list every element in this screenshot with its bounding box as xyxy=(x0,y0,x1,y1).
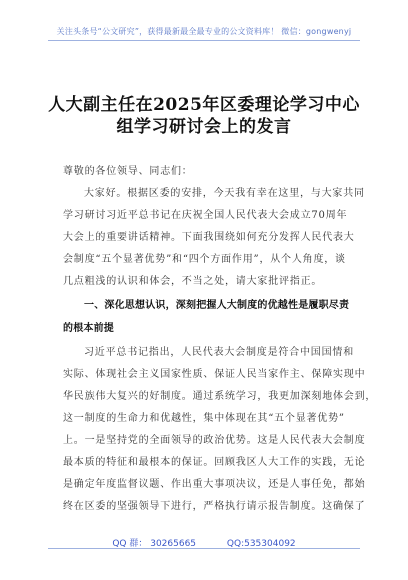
paragraph-line: 实际、体现社会主义国家性质、保证人民当家作主、保障实现中 xyxy=(63,369,366,380)
paragraph-line: 上。一是坚持党的全面领导的政治优势。这是人民代表大会制度 xyxy=(63,435,366,446)
paragraph-line: 习近平总书记指出，人民代表大会制度是符合中国国情和 xyxy=(84,347,354,358)
footer-qq-group: QQ 群： 30265665 xyxy=(112,539,197,549)
paragraph-line: 是确定年度监督议题、作出重大事项决议，还是人事任免，都始 xyxy=(63,479,366,490)
section-heading: 的根本前提 xyxy=(63,323,114,334)
paragraph-line: 这一制度的生命力和优越性，集中体现在其“五个显著优势” xyxy=(63,413,345,424)
paragraph-line: 学习研讨习近平总书记在庆祝全国人民代表大会成立70周年 xyxy=(63,210,348,221)
header-divider xyxy=(48,40,360,41)
greeting: 尊敬的各位领导、同志们： xyxy=(63,166,193,177)
header-note: 关注头条号“公文研究”，获得最新最全最专业的公文资料库！ 微信：gongwenyj xyxy=(56,27,352,36)
document-title-line-1: 人大副主任在2025年区委理论学习中心 xyxy=(48,95,360,115)
document-title-line-2: 组学习研讨会上的发言 xyxy=(116,117,292,137)
paragraph-line: 几点粗浅的认识和体会，不当之处，请大家批评指正。 xyxy=(63,276,323,287)
paragraph-line: 会制度“五个显著优势”和“四个方面作用”，从个人角度，谈 xyxy=(63,254,346,265)
footer-divider xyxy=(48,548,360,549)
section-heading: 一、深化思想认识，深刻把握人大制度的优越性是履职尽责 xyxy=(84,300,350,311)
paragraph-line: 终在区委的坚强领导下进行，严格执行请示报告制度。这确保了 xyxy=(63,501,366,512)
paragraph-line: 最本质的特征和最根本的保证。回顾我区人大工作的实践，无论 xyxy=(63,457,366,468)
paragraph-line: 大会上的重要讲话精神。下面我围绕如何充分发挥人民代表大 xyxy=(63,232,355,243)
paragraph-line: 大家好。根据区委的安排，今天我有幸在这里，与大家共同 xyxy=(84,188,365,199)
paragraph-line: 华民族伟大复兴的好制度。通过系统学习，我更加深刻地体会到， xyxy=(63,391,377,402)
footer-qq: QQ:535304092 xyxy=(226,539,296,549)
